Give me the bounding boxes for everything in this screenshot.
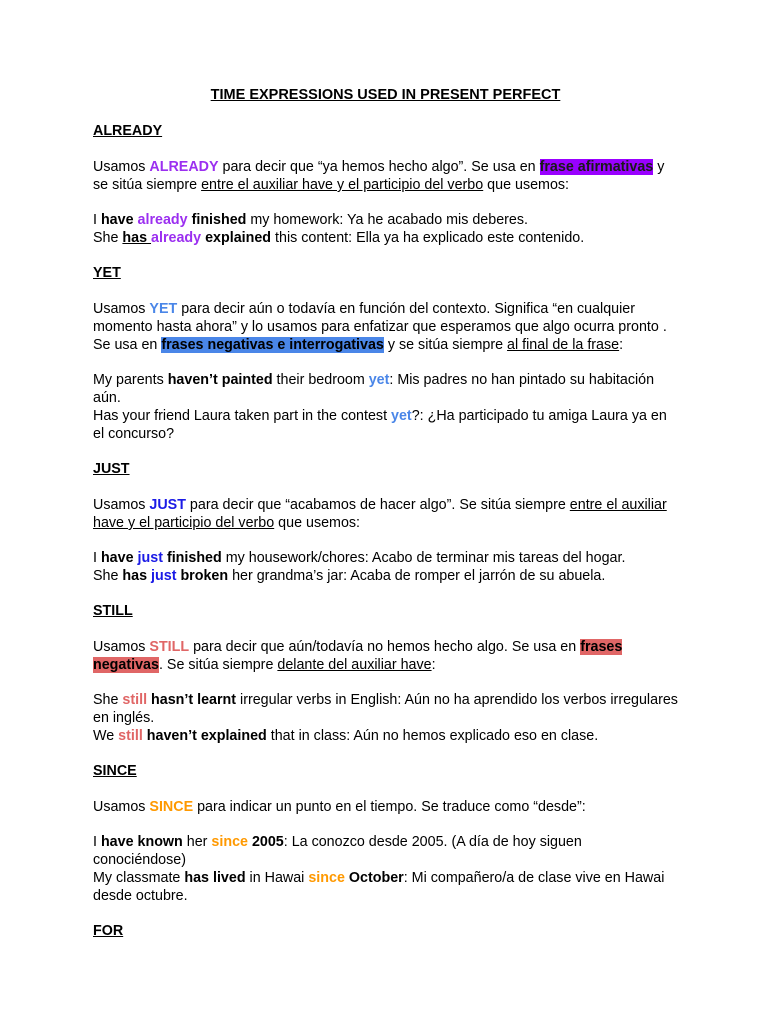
- already-explanation: Usamos ALREADY para decir que “ya hemos hecho algo”. Se usa en frase afirmativas y se sitúa siempre entre el auxiliar have y el participio del verbo que usemos:: [93, 159, 665, 193]
- yet-example-2: Has your friend Laura taken part in the contest yet?: ¿Ha participado tu amiga Laura ya en el concurso?: [93, 408, 667, 442]
- still-underlined-rule: delante del auxiliar have: [277, 657, 432, 673]
- since-example-1: I have known her since 2005: La conozco desde 2005. (A día de hoy siguen conociéndose): [93, 834, 582, 868]
- section-heading-just: JUST: [93, 461, 130, 477]
- since-explanation: Usamos SINCE para indicar un punto en el tiempo. Se traduce como “desde”:: [93, 799, 586, 815]
- yet-explanation: Usamos YET para decir aún o todavía en función del contexto. Significa “en cualquier momento hasta ahora” y lo usamos para enfatizar que esperamos que algo ocurra pronto . Se usa en frases negativas e interrogativas y se sitúa siempre al final de la frase:: [93, 301, 667, 353]
- already-highlight: frase afirmativas: [539, 159, 654, 175]
- section-heading-yet: YET: [93, 265, 121, 281]
- just-examples: [93, 549, 678, 585]
- since-examples: [93, 833, 678, 905]
- yet-underlined-rule: al final de la frase: [507, 337, 620, 353]
- already-examples: [93, 211, 678, 247]
- document-page: [93, 86, 678, 958]
- just-example-2: She has just broken her grandma’s jar: Acaba de romper el jarrón de su abuela.: [93, 568, 606, 584]
- already-keyword: ALREADY: [149, 159, 219, 175]
- still-explanation: Usamos STILL para decir que aún/todavía no hemos hecho algo. Se usa en frases negativas. Se sitúa siempre delante del auxiliar have:: [93, 639, 623, 673]
- just-keyword: JUST: [149, 497, 186, 513]
- still-example-2: We still haven’t explained that in class: Aún no hemos explicado eso en clase.: [93, 728, 599, 744]
- yet-examples: [93, 371, 678, 443]
- still-highlight: frases negativas: [93, 639, 623, 673]
- already-example-1: I have already finished my homework: Ya he acabado mis deberes.: [93, 212, 528, 228]
- yet-keyword: YET: [149, 301, 178, 317]
- yet-example-1: My parents haven’t painted their bedroom yet: Mis padres no han pintado su habitación aún.: [93, 372, 655, 406]
- still-examples: [93, 691, 678, 745]
- just-explanation: Usamos JUST para decir que “acabamos de hacer algo”. Se sitúa siempre entre el auxiliar have y el participio del verbo que usemos:: [93, 497, 667, 531]
- still-example-1: She still hasn’t learnt irregular verbs in English: Aún no ha aprendido los verbos irregulares en inglés.: [93, 692, 678, 726]
- already-underlined-rule: entre el auxiliar have y el participio del verbo: [201, 177, 484, 193]
- since-keyword: SINCE: [149, 799, 194, 815]
- since-example-2: My classmate has lived in Hawai since October: Mi compañero/a de clase vive en Hawai desde octubre.: [93, 870, 665, 904]
- yet-highlight: frases negativas e interrogativas: [161, 337, 384, 353]
- document-title: TIME EXPRESSIONS USED IN PRESENT PERFECT: [210, 87, 561, 103]
- just-underlined-rule: entre el auxiliar have y el participio del verbo: [93, 497, 667, 531]
- section-heading-since: SINCE: [93, 763, 137, 779]
- section-heading-still: STILL: [93, 603, 133, 619]
- just-example-1: I have just finished my housework/chores: Acabo de terminar mis tareas del hogar.: [93, 550, 626, 566]
- still-keyword: STILL: [149, 639, 190, 655]
- already-example-2: She has already explained this content: Ella ya ha explicado este contenido.: [93, 230, 585, 246]
- section-heading-for: FOR: [93, 923, 124, 939]
- section-heading-already: ALREADY: [93, 123, 163, 139]
